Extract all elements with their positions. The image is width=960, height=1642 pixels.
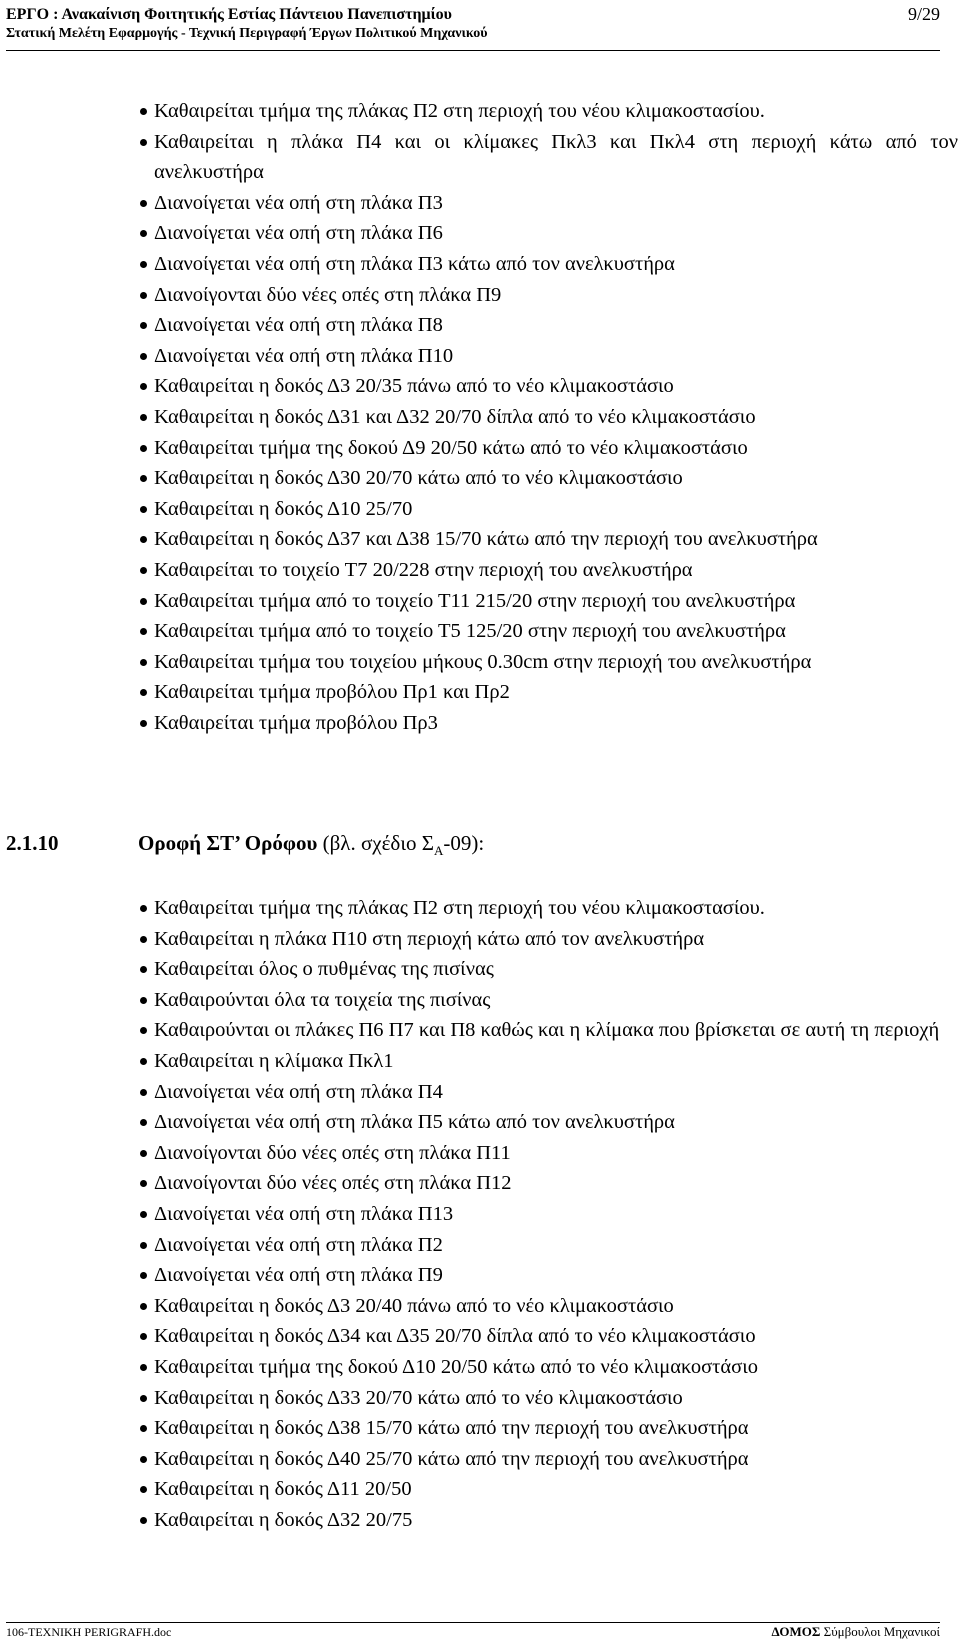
bullet-icon — [140, 1303, 147, 1310]
section-number: 2.1.10 — [6, 831, 59, 855]
bullet-icon — [140, 383, 147, 390]
list-item-text: Διανοίγονται δύο νέες οπές στη πλάκα Π11 — [154, 1141, 511, 1164]
list-item-text: Καθαιρείται η δοκός Δ10 25/70 — [154, 497, 413, 520]
list-item-text: Καθαιρείται τμήμα της δοκού Δ10 20/50 κάτω από το νέο κλιμακοστάσιο — [154, 1355, 758, 1378]
header-divider — [6, 50, 940, 51]
list-item — [140, 1077, 958, 1108]
list-item — [140, 1015, 958, 1046]
bullet-icon — [140, 567, 147, 574]
list-item-text: Διανοίγεται νέα οπή στη πλάκα Π3 — [154, 191, 443, 214]
footer-company — [772, 1624, 940, 1640]
bullet-icon — [140, 628, 147, 635]
list-item — [140, 677, 958, 708]
list-item-text: Καθαιρείται τμήμα της πλάκας Π2 στη περιοχή του νέου κλιμακοστασίου. — [154, 897, 765, 919]
list-item-text: Καθαιρείται τμήμα του τοιχείου μήκους 0.30cm στην περιοχή του ανελκυστήρα — [154, 650, 812, 673]
document-subtitle: Στατική Μελέτη Εφαρμογής - Τεχνική Περιγραφή Έργων Πολιτικού Μηχανικού — [6, 26, 488, 41]
list-item — [140, 1046, 958, 1077]
list-item-text: Διανοίγεται νέα οπή στη πλάκα Π10 — [154, 344, 454, 367]
bullet-icon — [140, 1395, 147, 1402]
bullet-icon — [140, 322, 147, 329]
list-item — [140, 924, 958, 955]
list-item-text: Διανοίγεται νέα οπή στη πλάκα Π9 — [154, 1264, 443, 1287]
list-item — [140, 616, 958, 647]
section-ref-subscript: Α — [433, 843, 444, 859]
bullet-icon — [140, 1425, 147, 1432]
list-item-text: Καθαιρείται η δοκός Δ30 20/70 κάτω από το νέο κλιμακοστάσιο — [154, 467, 683, 490]
list-item-text: Καθαιρείται η δοκός Δ38 15/70 κάτω από την περιοχή του ανελκυστήρα — [154, 1417, 749, 1440]
bullet-icon — [140, 353, 147, 360]
bullet-icon — [140, 536, 147, 543]
list-item-text: Διανοίγεται νέα οπή στη πλάκα Π8 — [154, 314, 443, 337]
bullet-icon — [140, 506, 147, 513]
list-item — [140, 1138, 958, 1169]
list-item-text: Καθαιρείται η δοκός Δ32 20/75 — [154, 1508, 413, 1531]
list-item-text: Καθαιρείται η πλάκα Π4 και οι κλίμακες Πκλ3 και Πκλ4 στη περιοχή κάτω από τον ανελκυστήρα — [154, 130, 958, 184]
list-item — [140, 280, 958, 311]
list-item — [140, 218, 958, 249]
list-item-text: Καθαιρείται η δοκός Δ40 25/70 κάτω από την περιοχή του ανελκυστήρα — [154, 1447, 749, 1470]
list-item-text: Καθαιρείται η δοκός Δ37 και Δ38 15/70 κάτω από την περιοχή του ανελκυστήρα — [154, 528, 818, 551]
list-item — [140, 249, 958, 280]
list-item — [140, 586, 958, 617]
list-item-text: Καθαιρείται η δοκός Δ3 20/35 πάνω από το νέο κλιμακοστάσιο — [154, 375, 674, 398]
bullet-icon — [140, 108, 147, 115]
bullet-icon — [140, 720, 147, 727]
bullet-icon — [140, 966, 147, 973]
list-item-text: Καθαιρείται τμήμα της πλάκας Π2 στη περιοχή του νέου κλιμακοστασίου. — [154, 100, 765, 122]
list-item-text: Διανοίγεται νέα οπή στη πλάκα Π5 κάτω από τον ανελκυστήρα — [154, 1111, 675, 1134]
bullet-icon — [140, 200, 147, 207]
bullet-icon — [140, 1180, 147, 1187]
list-item — [140, 524, 958, 555]
bullet-icon — [140, 905, 147, 912]
list-item — [140, 463, 958, 494]
list-item — [140, 1168, 958, 1199]
list-item-text: Καθαιρείται τμήμα προβόλου Πρ3 — [154, 711, 438, 734]
bullet-icon — [140, 414, 147, 421]
list-item — [140, 1230, 958, 1261]
list-item — [140, 96, 958, 127]
bullet-icon — [140, 1272, 147, 1279]
list-item — [140, 1474, 958, 1505]
bullet-icon — [140, 139, 147, 146]
bullet-icon — [140, 1517, 147, 1524]
list-item-text: Καθαιρείται τμήμα της δοκού Δ9 20/50 κάτω από το νέο κλιμακοστάσιο — [154, 436, 748, 459]
list-item — [140, 708, 958, 739]
bullet-icon — [140, 689, 147, 696]
list-item-text: Διανοίγονται δύο νέες οπές στη πλάκα Π9 — [154, 283, 502, 306]
bullet-icon — [140, 1119, 147, 1126]
footer-filename: 106-ΤΕΧΝΙΚΗ PERIGRAFH.doc — [6, 1625, 172, 1639]
list-item — [140, 1199, 958, 1230]
company-description: Σύμβουλοι Μηχανικοί — [820, 1624, 940, 1639]
bullet-icon — [140, 598, 147, 605]
list-item-text: Καθαιρείται η δοκός Δ3 20/40 πάνω από το νέο κλιμακοστάσιο — [154, 1294, 674, 1317]
list-item — [140, 985, 958, 1016]
list-item-text: Διανοίγεται νέα οπή στη πλάκα Π13 — [154, 1202, 454, 1225]
list-item — [140, 1291, 958, 1322]
list-item-text: Καθαιρείται η κλίμακα Πκλ1 — [154, 1049, 394, 1072]
bullet-icon — [140, 475, 147, 482]
bullet-icon — [140, 1058, 147, 1065]
section-heading — [6, 829, 484, 865]
bullet-icon — [140, 936, 147, 943]
project-title: ΕΡΓΟ : Ανακαίνιση Φοιτητικής Εστίας Πάντειου Πανεπιστημίου — [6, 6, 452, 23]
list-item — [140, 555, 958, 586]
list-item-text: Διανοίγεται νέα οπή στη πλάκα Π3 κάτω από τον ανελκυστήρα — [154, 252, 675, 275]
footer-divider — [6, 1622, 940, 1623]
section-title: Οροφή ΣΤ’ Ορόφου — [138, 831, 318, 855]
list-item-text: Καθαιρείται τμήμα προβόλου Πρ1 και Πρ2 — [154, 681, 510, 704]
bullet-icon — [140, 1456, 147, 1463]
bullet-icon — [140, 1242, 147, 1249]
list-item — [140, 1107, 958, 1138]
list-item-text: Διανοίγεται νέα οπή στη πλάκα Π2 — [154, 1233, 443, 1256]
list-item — [140, 341, 958, 372]
bullet-icon — [140, 1486, 147, 1493]
bullet-icon — [140, 292, 147, 299]
list-item — [140, 371, 958, 402]
page-number: 9/29 — [907, 4, 940, 24]
list-item — [140, 310, 958, 341]
list-item — [140, 954, 958, 985]
list-item — [140, 1444, 958, 1475]
bullet-icon — [140, 230, 147, 237]
list-item-text: Καθαιρείται όλος ο πυθμένας της πισίνας — [154, 958, 494, 981]
list-item-text: Καθαιρείται τμήμα από το τοιχείο Τ11 215/20 στην περιοχή του ανελκυστήρα — [154, 589, 796, 612]
list-item-text: Καθαιρείται η δοκός Δ11 20/50 — [154, 1478, 412, 1501]
bullet-icon — [140, 997, 147, 1004]
list-item-text: Καθαιρούνται όλα τα τοιχεία της πισίνας — [154, 988, 491, 1011]
company-name: ΔΟΜΟΣ — [771, 1624, 821, 1639]
list-item — [140, 1260, 958, 1291]
list-item — [140, 188, 958, 219]
list-item — [140, 647, 958, 678]
list-item-text: Καθαιρείται το τοιχείο Τ7 20/228 στην περιοχή του ανελκυστήρα — [154, 558, 693, 581]
list-item — [140, 1413, 958, 1444]
section-ref-suffix: -09): — [443, 831, 485, 855]
list-item-text: Καθαιρείται η δοκός Δ31 και Δ32 20/70 δίπλα από το νέο κλιμακοστάσιο — [154, 405, 756, 428]
list-item — [140, 494, 958, 525]
list-item-text: Διανοίγεται νέα οπή στη πλάκα Π4 — [154, 1080, 443, 1103]
bullet-icon — [140, 1027, 147, 1034]
list-item-text: Καθαιρείται η δοκός Δ33 20/70 κάτω από το νέο κλιμακοστάσιο — [154, 1386, 683, 1409]
list-item — [140, 127, 958, 188]
bullet-icon — [140, 1150, 147, 1157]
list-item-text: Καθαιρείται τμήμα από το τοιχείο Τ5 125/20 στην περιοχή του ανελκυστήρα — [154, 620, 786, 643]
list-item-text: Καθαιρείται η πλάκα Π10 στη περιοχή κάτω από τον ανελκυστήρα — [154, 927, 705, 950]
bullet-icon — [140, 1333, 147, 1340]
list-item — [140, 1352, 958, 1383]
page-footer — [6, 1624, 940, 1640]
demolition-list-lower — [140, 893, 958, 1535]
bullet-icon — [140, 261, 147, 268]
bullet-icon — [140, 1089, 147, 1096]
list-item — [140, 893, 958, 924]
list-item — [140, 402, 958, 433]
section-ref-prefix: (βλ. σχέδιο Σ — [317, 831, 434, 855]
list-item — [140, 1505, 958, 1536]
list-item-text: Διανοίγεται νέα οπή στη πλάκα Π6 — [154, 222, 443, 245]
list-item-text: Καθαιρείται η δοκός Δ34 και Δ35 20/70 δίπλα από το νέο κλιμακοστάσιο — [154, 1325, 756, 1348]
list-item — [140, 1321, 958, 1352]
list-item-text: Διανοίγονται δύο νέες οπές στη πλάκα Π12 — [154, 1172, 512, 1195]
bullet-icon — [140, 1211, 147, 1218]
demolition-list-upper — [140, 96, 958, 738]
bullet-icon — [140, 445, 147, 452]
page-header — [6, 4, 940, 43]
bullet-icon — [140, 659, 147, 666]
list-item — [140, 1383, 958, 1414]
bullet-icon — [140, 1364, 147, 1371]
list-item-text: Καθαιρούνται οι πλάκες Π6 Π7 και Π8 καθώς και η κλίμακα που βρίσκεται σε αυτή τη περιοχή — [154, 1019, 940, 1042]
list-item — [140, 433, 958, 464]
